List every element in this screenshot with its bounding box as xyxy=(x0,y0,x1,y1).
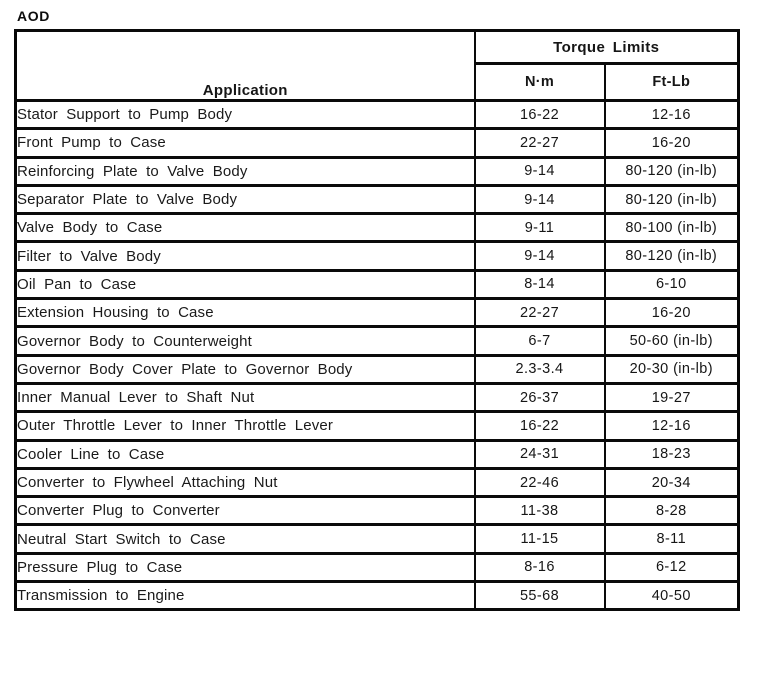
nm-cell: 6-7 xyxy=(475,327,605,355)
table-row xyxy=(16,129,739,157)
ftlb-cell: 6-10 xyxy=(605,270,739,298)
ftlb-cell: 6-12 xyxy=(605,553,739,581)
nm-cell: 11-38 xyxy=(475,497,605,525)
application-cell: Front Pump to Case xyxy=(16,129,475,157)
ftlb-cell: 40-50 xyxy=(605,582,739,610)
table-row xyxy=(16,214,739,242)
nm-cell: 16-22 xyxy=(475,412,605,440)
table-row xyxy=(16,468,739,496)
application-cell: Converter Plug to Converter xyxy=(16,497,475,525)
ftlb-cell: 20-34 xyxy=(605,468,739,496)
nm-cell: 11-15 xyxy=(475,525,605,553)
application-cell: Filter to Valve Body xyxy=(16,242,475,270)
nm-cell: 8-14 xyxy=(475,270,605,298)
ftlb-cell: 16-20 xyxy=(605,299,739,327)
column-header-ftlb: Ft-Lb xyxy=(605,64,739,101)
application-cell: Oil Pan to Case xyxy=(16,270,475,298)
table-row xyxy=(16,157,739,185)
application-cell: Separator Plate to Valve Body xyxy=(16,185,475,213)
nm-cell: 9-14 xyxy=(475,242,605,270)
table-header xyxy=(16,31,739,101)
table-row xyxy=(16,327,739,355)
table-row xyxy=(16,440,739,468)
nm-cell: 22-46 xyxy=(475,468,605,496)
application-cell: Extension Housing to Case xyxy=(16,299,475,327)
nm-cell: 22-27 xyxy=(475,299,605,327)
nm-cell: 26-37 xyxy=(475,383,605,411)
application-cell: Reinforcing Plate to Valve Body xyxy=(16,157,475,185)
header-row-group xyxy=(16,31,739,64)
column-header-nm: N·m xyxy=(475,64,605,101)
table-row xyxy=(16,185,739,213)
ftlb-cell: 80-100 (in-lb) xyxy=(605,214,739,242)
column-header-application: Application xyxy=(16,31,475,101)
table-row xyxy=(16,355,739,383)
application-cell: Inner Manual Lever to Shaft Nut xyxy=(16,383,475,411)
table-row xyxy=(16,582,739,610)
application-cell: Valve Body to Case xyxy=(16,214,475,242)
column-group-header-torque-limits: Torque Limits xyxy=(475,31,739,64)
table-row xyxy=(16,525,739,553)
application-cell: Stator Support to Pump Body xyxy=(16,101,475,129)
ftlb-cell: 8-11 xyxy=(605,525,739,553)
nm-cell: 9-11 xyxy=(475,214,605,242)
nm-cell: 2.3-3.4 xyxy=(475,355,605,383)
table-row xyxy=(16,553,739,581)
ftlb-cell: 50-60 (in-lb) xyxy=(605,327,739,355)
page-title: AOD xyxy=(17,8,50,24)
ftlb-cell: 20-30 (in-lb) xyxy=(605,355,739,383)
ftlb-cell: 16-20 xyxy=(605,129,739,157)
torque-limits-table xyxy=(14,29,740,611)
table-row xyxy=(16,497,739,525)
nm-cell: 8-16 xyxy=(475,553,605,581)
application-cell: Governor Body to Counterweight xyxy=(16,327,475,355)
application-cell: Cooler Line to Case xyxy=(16,440,475,468)
ftlb-cell: 8-28 xyxy=(605,497,739,525)
nm-cell: 9-14 xyxy=(475,157,605,185)
table-row xyxy=(16,270,739,298)
table-row xyxy=(16,299,739,327)
table-body xyxy=(16,101,739,610)
table-row xyxy=(16,242,739,270)
application-cell: Pressure Plug to Case xyxy=(16,553,475,581)
table-row xyxy=(16,101,739,129)
ftlb-cell: 12-16 xyxy=(605,101,739,129)
ftlb-cell: 80-120 (in-lb) xyxy=(605,157,739,185)
application-cell: Transmission to Engine xyxy=(16,582,475,610)
application-cell: Governor Body Cover Plate to Governor Body xyxy=(16,355,475,383)
nm-cell: 9-14 xyxy=(475,185,605,213)
ftlb-cell: 12-16 xyxy=(605,412,739,440)
nm-cell: 55-68 xyxy=(475,582,605,610)
ftlb-cell: 80-120 (in-lb) xyxy=(605,242,739,270)
ftlb-cell: 80-120 (in-lb) xyxy=(605,185,739,213)
nm-cell: 22-27 xyxy=(475,129,605,157)
nm-cell: 16-22 xyxy=(475,101,605,129)
application-cell: Neutral Start Switch to Case xyxy=(16,525,475,553)
table-row xyxy=(16,383,739,411)
application-cell: Outer Throttle Lever to Inner Throttle Lever xyxy=(16,412,475,440)
application-cell: Converter to Flywheel Attaching Nut xyxy=(16,468,475,496)
ftlb-cell: 18-23 xyxy=(605,440,739,468)
ftlb-cell: 19-27 xyxy=(605,383,739,411)
table-row xyxy=(16,412,739,440)
nm-cell: 24-31 xyxy=(475,440,605,468)
